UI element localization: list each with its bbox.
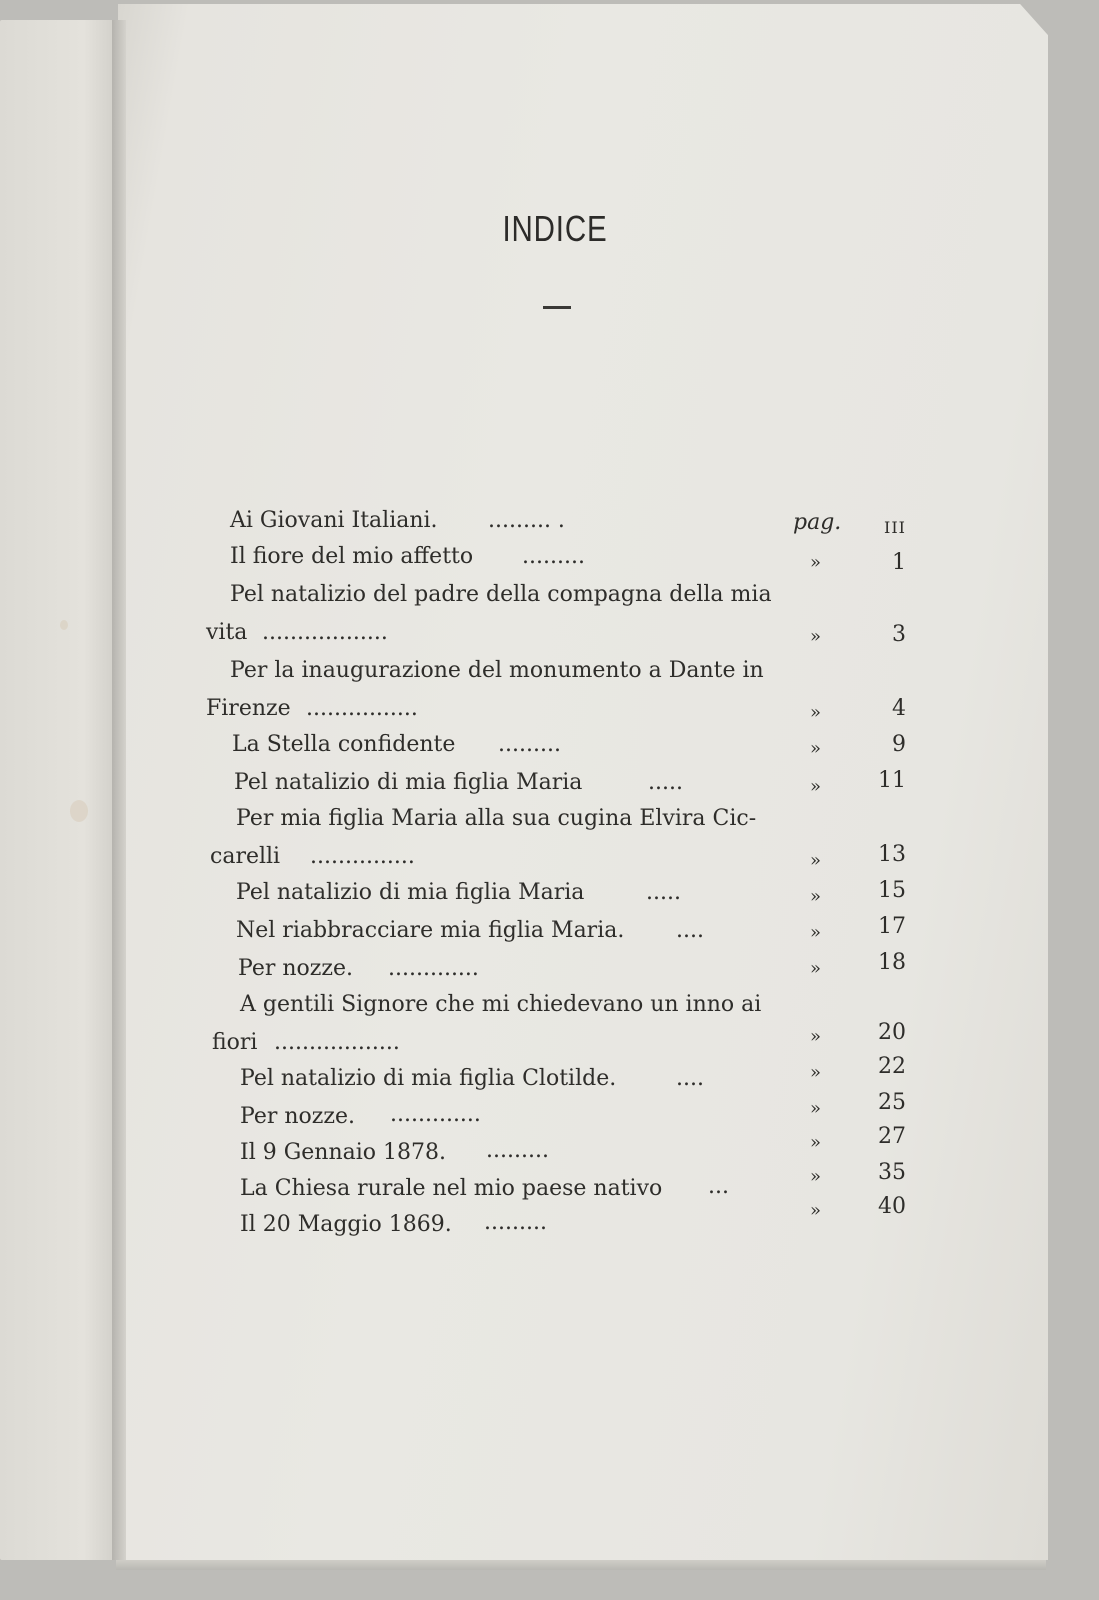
toc-entry-text: La Stella confidente (232, 732, 456, 757)
toc-page-number: 18 (878, 950, 906, 975)
leader-dots: ................ (306, 696, 418, 721)
toc-entry-text: Per nozze. (240, 1104, 355, 1129)
toc-entry-text: Pel natalizio del padre della compagna della mia (230, 582, 772, 607)
toc-entry-text: Per la inaugurazione del monumento a Dante in (230, 658, 764, 683)
toc-page-number: 40 (878, 1194, 906, 1219)
leader-dots: ......... (486, 1138, 549, 1163)
ditto-mark: » (810, 1200, 822, 1221)
leader-dots: ... (708, 1174, 729, 1199)
toc-page-number: 9 (892, 732, 906, 757)
ditto-mark: » (810, 776, 822, 797)
leader-dots: ..... (646, 880, 681, 905)
leader-dots: .................. (274, 1030, 400, 1055)
toc-entry-text: Nel riabbracciare mia figlia Maria. (236, 918, 625, 943)
ditto-mark: » (810, 850, 822, 871)
toc-entry-text: Il 20 Maggio 1869. (240, 1212, 452, 1237)
leader-dots: ......... (498, 732, 561, 757)
toc-entry-text: Pel natalizio di mia figlia Maria (236, 880, 585, 905)
toc-entry-text: Pel natalizio di mia figlia Maria (234, 770, 583, 795)
toc-page-number: 3 (892, 622, 906, 647)
page-title: INDICE (502, 208, 608, 249)
toc-page-number: 20 (878, 1020, 906, 1045)
toc-page-number: 27 (878, 1124, 906, 1149)
ditto-mark: » (810, 626, 822, 647)
ditto-mark: » (810, 886, 822, 907)
ditto-mark: » (810, 552, 822, 573)
toc-entry-text: Per mia figlia Maria alla sua cugina Elvira Cic- (236, 806, 757, 831)
ditto-mark: » (810, 1166, 822, 1187)
toc-page-number: 25 (878, 1090, 906, 1115)
page-label: pag. (793, 510, 842, 535)
leader-dots: ......... (484, 1210, 547, 1235)
toc-entry-text: Il fiore del mio affetto (230, 544, 474, 569)
toc-entry-text: La Chiesa rurale nel mio paese nativo (240, 1176, 663, 1201)
toc-entry-text: Il 9 Gennaio 1878. (240, 1140, 447, 1165)
toc-page-number: 35 (878, 1160, 906, 1185)
toc-page-number: 15 (878, 878, 906, 903)
leader-dots: ............. (388, 956, 479, 981)
ditto-mark: » (810, 1026, 822, 1047)
toc-page-number: 17 (878, 914, 906, 939)
toc-page-number: III (884, 518, 906, 537)
toc-entry-text: Pel natalizio di mia figlia Clotilde. (240, 1066, 617, 1091)
toc-entry-text: Ai Giovani Italiani. (230, 508, 438, 533)
leader-dots: .... (676, 918, 704, 943)
toc-page-number: 22 (878, 1054, 906, 1079)
leader-dots: ..... (648, 770, 683, 795)
leader-dots: .... (676, 1066, 704, 1091)
ditto-mark: » (810, 702, 822, 723)
leader-dots: ............... (310, 844, 415, 869)
ditto-mark: » (810, 958, 822, 979)
toc-entry-text: Firenze (206, 696, 291, 721)
leader-dots: ......... . (488, 508, 565, 533)
leader-dots: ............. (390, 1102, 481, 1127)
toc-page-number: 4 (892, 696, 906, 721)
toc-page-number: 13 (878, 842, 906, 867)
toc-entry-text: carelli (210, 844, 281, 869)
ditto-mark: » (810, 1062, 822, 1083)
ditto-mark: » (810, 1098, 822, 1119)
leader-dots: .................. (262, 620, 388, 645)
ditto-mark: » (810, 1132, 822, 1153)
leader-dots: ......... (522, 544, 585, 569)
ditto-mark: » (810, 922, 822, 943)
ditto-mark: » (810, 738, 822, 759)
toc-entry-text: A gentili Signore che mi chiedevano un inno ai (240, 992, 762, 1017)
toc-page-number: 11 (878, 768, 906, 793)
toc-entry-text: Per nozze. (238, 956, 353, 981)
toc-entry-text: fiori (212, 1030, 258, 1055)
toc-page-number: 1 (892, 550, 906, 575)
toc-entry-text: vita (206, 620, 248, 645)
